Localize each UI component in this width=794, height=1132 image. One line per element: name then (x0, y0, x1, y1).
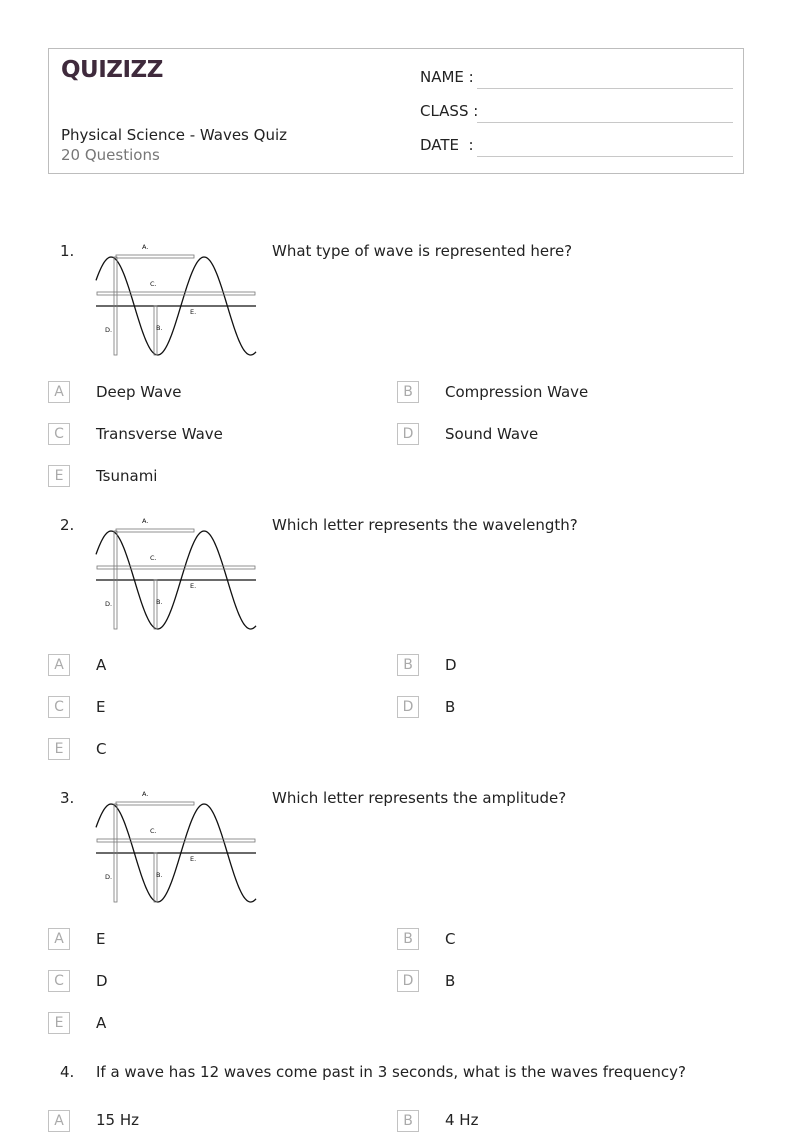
option-letter-box[interactable]: A (48, 654, 70, 676)
marker-a-line (116, 255, 194, 258)
diagram-label: B. (156, 324, 163, 332)
option-letter-box[interactable]: E (48, 465, 70, 487)
option-text[interactable]: D (445, 656, 457, 674)
worksheet-header (48, 48, 744, 174)
option-letter-box[interactable]: A (48, 928, 70, 950)
question-text: Which letter represents the wavelength? (272, 516, 578, 534)
option-letter-box[interactable]: D (397, 970, 419, 992)
option-text[interactable]: C (445, 930, 456, 948)
date-field[interactable] (420, 136, 474, 154)
question-number: 1. (60, 242, 75, 260)
option-letter-box[interactable]: E (48, 1012, 70, 1034)
option-letter-box[interactable]: B (397, 928, 419, 950)
diagram-label: B. (156, 871, 163, 879)
option-letter-box[interactable]: D (397, 423, 419, 445)
diagram-label: E. (190, 308, 197, 316)
marker-c-line (97, 839, 255, 842)
name-field[interactable] (420, 68, 474, 86)
marker-c-line (97, 566, 255, 569)
name-label: NAME : (420, 68, 474, 86)
question-text: If a wave has 12 waves come past in 3 seconds, what is the waves frequency? (96, 1063, 686, 1081)
option-letter-box[interactable]: C (48, 696, 70, 718)
option-letter-box[interactable]: B (397, 1110, 419, 1132)
diagram-label: A. (142, 790, 149, 798)
date-line (477, 156, 733, 157)
option-letter-box[interactable]: C (48, 423, 70, 445)
question-number: 2. (60, 516, 75, 534)
wave-diagram-image (94, 787, 258, 905)
class-line (477, 122, 733, 123)
option-text[interactable]: Compression Wave (445, 383, 589, 401)
diagram-label: B. (156, 598, 163, 606)
option-letter-box[interactable]: A (48, 1110, 70, 1132)
option-text[interactable]: 15 Hz (96, 1111, 140, 1129)
question-number: 3. (60, 789, 75, 807)
date-label: DATE : (420, 136, 474, 154)
option-text[interactable]: Deep Wave (96, 383, 182, 401)
diagram-label: E. (190, 855, 197, 863)
option-text[interactable]: E (96, 930, 106, 948)
option-text[interactable]: 4 Hz (445, 1111, 479, 1129)
diagram-label: C. (150, 280, 157, 288)
diagram-label: A. (142, 243, 149, 251)
quiz-title: Physical Science - Waves Quiz (61, 126, 287, 144)
question-text: Which letter represents the amplitude? (272, 789, 567, 807)
wave-diagram-image (94, 240, 258, 358)
marker-a-line (116, 802, 194, 805)
option-text[interactable]: E (96, 698, 106, 716)
diagram-label: D. (105, 326, 113, 334)
question-text: What type of wave is represented here? (272, 242, 573, 260)
option-text[interactable]: Sound Wave (445, 425, 539, 443)
option-letter-box[interactable]: E (48, 738, 70, 760)
marker-c-line (97, 292, 255, 295)
diagram-label: E. (190, 582, 197, 590)
name-line (477, 88, 733, 89)
class-field[interactable] (420, 102, 478, 120)
option-text[interactable]: D (96, 972, 108, 990)
quizizz-logo: QUIZIZZ (61, 57, 163, 83)
question-number: 4. (60, 1063, 75, 1081)
option-text[interactable]: A (96, 656, 107, 674)
option-text[interactable]: B (445, 698, 456, 716)
option-text[interactable]: B (445, 972, 456, 990)
diagram-label: A. (142, 517, 149, 525)
diagram-label: D. (105, 600, 113, 608)
option-letter-box[interactable]: B (397, 381, 419, 403)
option-text[interactable]: C (96, 740, 107, 758)
diagram-label: C. (150, 554, 157, 562)
question-count: 20 Questions (61, 146, 160, 164)
wave-diagram-image (94, 514, 258, 632)
diagram-label: C. (150, 827, 157, 835)
option-letter-box[interactable]: C (48, 970, 70, 992)
option-letter-box[interactable]: B (397, 654, 419, 676)
option-letter-box[interactable]: D (397, 696, 419, 718)
diagram-label: D. (105, 873, 113, 881)
option-text[interactable]: Tsunami (96, 467, 158, 485)
option-letter-box[interactable]: A (48, 381, 70, 403)
class-label: CLASS : (420, 102, 479, 120)
option-text[interactable]: A (96, 1014, 107, 1032)
marker-a-line (116, 529, 194, 532)
option-text[interactable]: Transverse Wave (96, 425, 223, 443)
